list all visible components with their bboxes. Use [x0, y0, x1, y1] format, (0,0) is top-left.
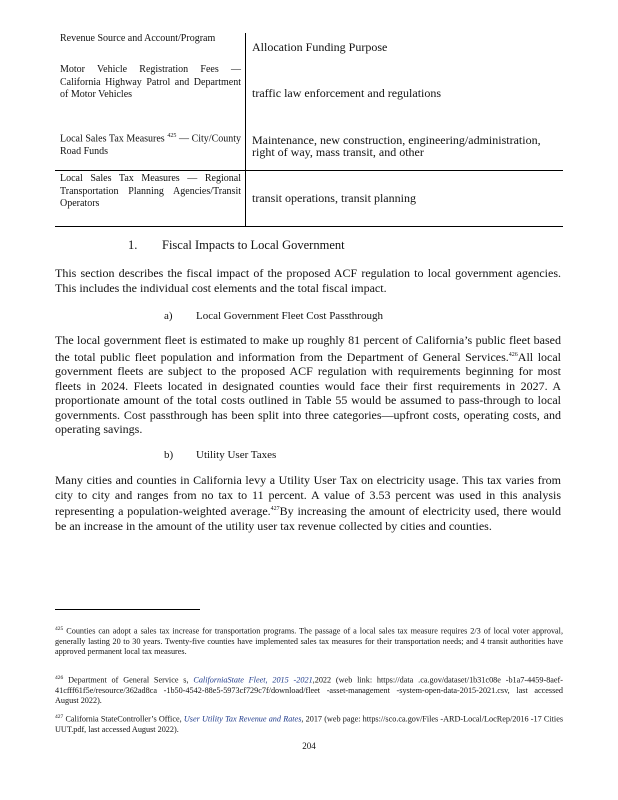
table-cell-purpose: traffic law enforcement and regulations	[245, 64, 563, 122]
page-number: 204	[302, 741, 316, 751]
table-cell-source-text: Local Sales Tax Measures	[60, 133, 165, 145]
subsection-title: Utility User Taxes	[196, 449, 277, 461]
footnote-text: ,2022 (web link: https://data .ca.gov/dataset/1b31c08e -b1a7-4459-8aef-41cfff61f5e/resource/362ad8ca -1b50-4542-88e5-5973cf729c7f/download/fleet -asset-management -system-open-data-2015-2021.csv, last accessed August 2022).	[55, 675, 564, 705]
revenue-allocation-table	[55, 33, 563, 227]
paragraph-text: The local government fleet is estimated to make up roughly 81 percent of California’s public fleet based the total public fleet population and information from the Department of General Services.	[55, 333, 561, 364]
footnote-text: , 2017 (web page: https://sco.ca.gov/Files -ARD-Local/LocRep/2016 -17 Cities UUT.pdf, last accessed August 2022).	[55, 714, 564, 734]
section-title: Fiscal Impacts to Local Government	[162, 238, 345, 252]
paragraph-text: By increasing the amount of electricity used, there would be an increase in the amount of the utility user tax revenue collected by cities and counties.	[55, 504, 561, 533]
table-header-allocation: Allocation Funding Purpose	[245, 33, 563, 64]
footnote-ref-427[interactable]: 427	[270, 506, 280, 512]
footnote-ref-426[interactable]: 426	[508, 351, 518, 358]
table-cell-purpose: Maintenance, new construction, engineering/administration, right of way, mass transit, and other	[245, 122, 563, 170]
intro-paragraph: This section describes the fiscal impact of the proposed ACF regulation to local government agencies. This includes the individual cost elements and the total fiscal impact.	[55, 266, 561, 295]
footnote-text: California StateController’s Office,	[65, 714, 182, 724]
subsection-number: a)	[164, 310, 173, 322]
table-cell-source	[55, 122, 245, 170]
footnote-number: 427	[55, 714, 64, 720]
footnote-427	[55, 712, 563, 735]
table-row	[55, 64, 563, 122]
table-header-revenue-source: Revenue Source and Account/Program	[60, 33, 216, 44]
table-row	[55, 122, 563, 171]
table-cell-source: Motor Vehicle Registration Fees —California Highway Patrol and Department of Motor Vehicles	[60, 64, 241, 100]
subsection-title: Local Government Fleet Cost Passthrough	[196, 310, 383, 322]
section-number: 1.	[128, 238, 138, 252]
utility-tax-paragraph	[55, 473, 561, 533]
subsection-heading-b	[164, 449, 276, 461]
table-cell-purpose: transit operations, transit planning	[245, 171, 563, 226]
paragraph-text: Many cities and counties in California levy a Utility User Tax on electricity usage. This tax varies from city to city and ranges from no tax to 11 percent. A value of 3.53 percent was used in this analysis representing a population-weighted average.	[55, 473, 561, 518]
footnote-source-link[interactable]: User Utility Tax Revenue and Rates	[183, 714, 302, 724]
footnote-number: 425	[55, 626, 64, 632]
subsection-heading-a	[164, 310, 383, 322]
footnote-number: 426	[55, 675, 64, 681]
footnote-425	[55, 624, 563, 657]
table-cell-source: Local Sales Tax Measures — Regional Transportation Planning Agencies/Transit Operators	[60, 173, 241, 209]
subsection-number: b)	[164, 449, 174, 461]
table-header-row	[55, 33, 563, 64]
table-row	[55, 171, 563, 227]
footnote-separator	[55, 609, 200, 610]
footnote-ref-425[interactable]: 425	[167, 133, 177, 139]
fleet-passthrough-paragraph	[55, 333, 561, 437]
section-heading	[128, 238, 345, 253]
paragraph-text: All local government fleets are subject to the proposed ACF regulation with requirements beginning for most fleets in 2024. Fleets located in designated counties would face their first requirements in 2027. A proportionate amount of the total costs outlined in Table 55 would be assumed to pass-through to local governments. Cost passthrough has been split into three categories—upfront costs, operating costs, and operating savings.	[55, 349, 562, 436]
footnote-text: Department of General Service s,	[68, 675, 189, 685]
footnote-source-link[interactable]: CaliforniaState Fleet, 2015 -2021	[193, 675, 313, 685]
footnote-426	[55, 673, 563, 706]
table-cell-source-tail: — City/County Road Funds	[60, 133, 242, 157]
footnote-text: Counties can adopt a sales tax increase for transportation programs. The passage of a local sales tax measure requires 2/3 of local voter approval, generally lasting 20 to 30 years. Twenty-five counties have implemented sales tax measures for their transportation needs; and 4 transit authorities have approved permanent local tax measures.	[55, 626, 564, 656]
